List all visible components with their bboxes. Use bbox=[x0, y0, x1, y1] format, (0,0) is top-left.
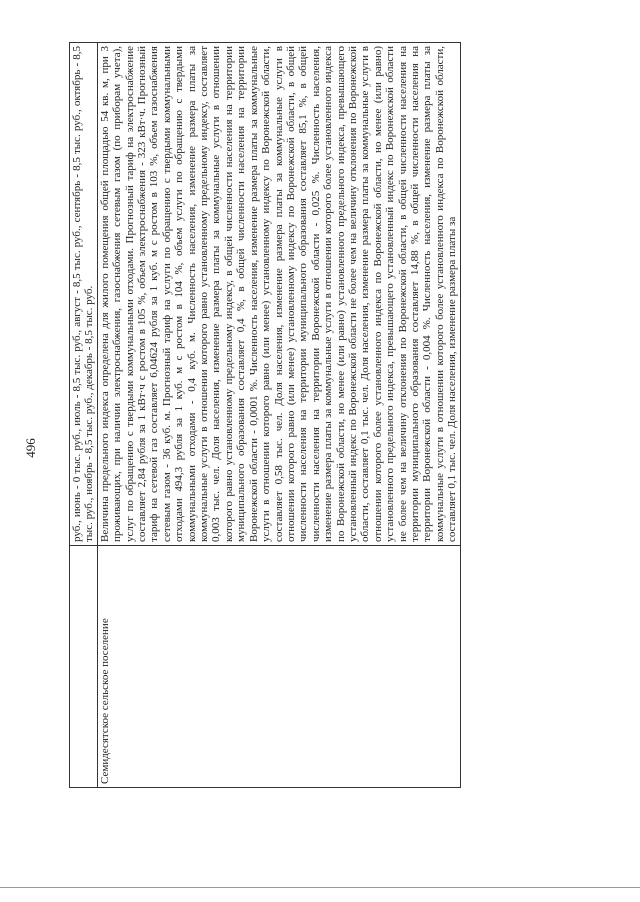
description-cell: Величина предельного индекса определена для жилого помещения общей площадью 54 кв. м, при 3 проживающих, при наличии электроснабжения, газоснабжения сетевым газом (по приборам учета), услуг по обращению с твердыми коммунальными отходами. Прогнозный тариф на электроснабжение составляет 2,84 рубля за 1 кВт·ч с ростом в 105 %, объем электроснабжения - 323 кВт·ч. Прогнозный тариф на сетевой газ составляет 6,04624 рубля за 1 куб. м с ростом в 103 %, объем газоснабжения сетевым газом - 36 куб. м. Прогнозный тариф на услуги по обращению с твердыми коммунальными отходами 494,3 рубля за 1 куб. м с ростом в 104 %, объем услуги по обращению с твердыми коммунальными отходами - 0,4 куб. м. Численность населения, изменение размера платы за коммунальные услуги в отношении которого равно установленному предельному индексу, составляет 0,003 тыс. чел. Доля населения, изменение размера платы за коммунальные услуги в отношении которого равно установленному предельному индексу, в общей численности населения на территории муниципального образования составляет 0,4 %, в общей численности населения на территории Воронежской области - 0,0001 %. Численность населения, изменение размера платы за коммунальные услуги в отношении которого равно (или менее) установленному индексу по Воронежской области, составляет 0,58 тыс. чел. Доля населения, изменение размера платы за коммунальные услуги в отношении которого равно (или менее) установленному индексу по Воронежской области, в общей численности населения на территории муниципального образования составляет 85,1 %, в общей численности населения на территории Воронежской области - 0,025 %. Численность населения, изменение размера платы за коммунальные услуги в отношении которого более установленного индекса по Воронежской области, но менее (или равно) установленного предельного индекса, превышающего установленный индекс по Воронежской области не более чем на величину отклонения по Воронежской области, составляет 0,1 тыс. чел. Доля населения, изменение размера платы за коммунальные услуги в отношении которого более установленного индекса по Воронежской области, но менее (или равно) установленного предельного индекса, превышающего установленный индекс по Воронежской области не более чем на величину отклонения по Воронежской области, в общей численности населения на территории муниципального образования составляет 14,88 %, в общей численности населения на территории Воронежской области - 0,004 %. Численность населения, изменение размера платы за коммунальные услуги в отношении которого более установленного индекса по Воронежской области, составляет 0,1 тыс. чел. Доля населения, изменение размера платы за bbox=[97, 43, 460, 546]
scan-edge-line bbox=[0, 887, 640, 888]
page-number: 496 bbox=[23, 438, 38, 458]
municipality-cell bbox=[70, 546, 98, 788]
table-row bbox=[97, 43, 460, 788]
municipality-index-table bbox=[69, 42, 461, 788]
rotated-page-content bbox=[69, 42, 569, 788]
municipality-cell: Семидесятское сельское поселение bbox=[97, 546, 460, 788]
landscape-table-area bbox=[69, 42, 569, 788]
table-row bbox=[70, 43, 98, 788]
description-cell: руб., июнь - 0 тыс. руб., июль - 8,5 тыс. руб., август - 8,5 тыс. руб., сентябрь - 8,5 тыс. руб., октябрь - 8,5 тыс. руб., ноябрь - 8,5 тыс. руб., декабрь - 8,5 тыс. руб. bbox=[70, 43, 98, 546]
